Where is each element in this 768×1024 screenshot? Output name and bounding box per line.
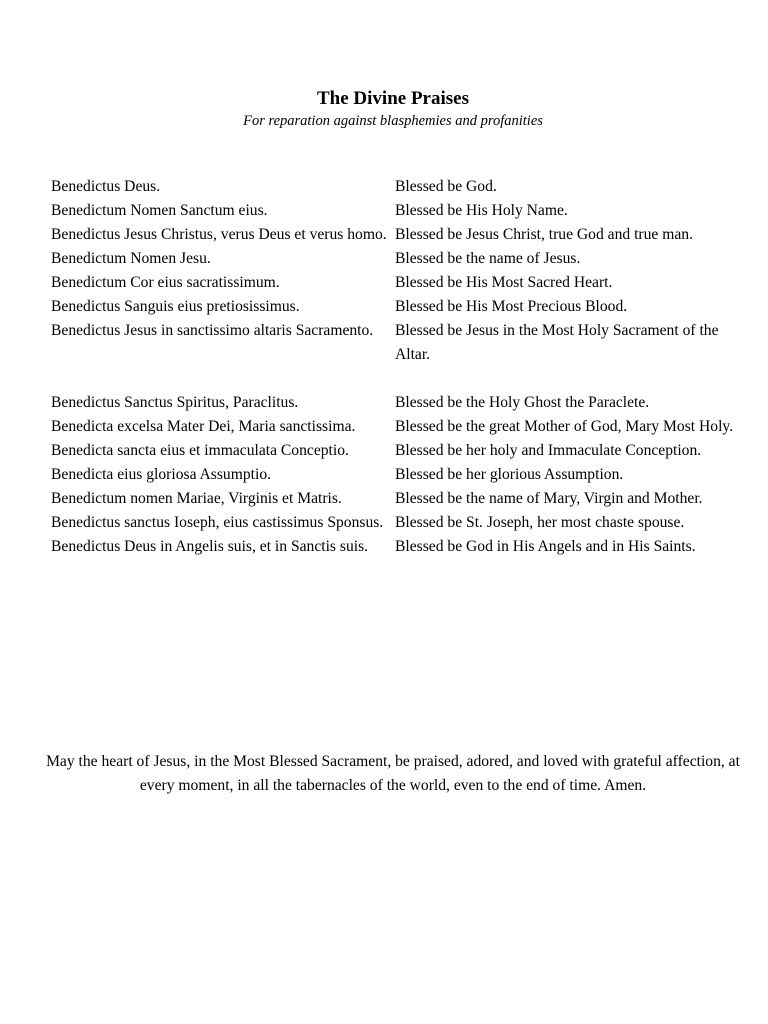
praise-english: Blessed be the Holy Ghost the Paraclete. xyxy=(395,394,650,411)
praise-row xyxy=(51,511,751,535)
praise-row xyxy=(51,271,751,295)
praises-list xyxy=(51,175,751,559)
praise-english: Blessed be Jesus in the Most Holy Sacrament of the Altar. xyxy=(395,322,719,363)
praise-latin: Benedictus Deus. xyxy=(51,178,161,195)
praise-latin: Benedictus Deus in Angelis suis, et in Sanctis suis. xyxy=(51,538,369,555)
praise-row xyxy=(51,247,751,271)
praise-english: Blessed be the great Mother of God, Mary Most Holy. xyxy=(395,418,734,435)
praise-row xyxy=(51,223,751,247)
praise-english: Blessed be her glorious Assumption. xyxy=(395,466,624,483)
closing-prayer: May the heart of Jesus, in the Most Blessed Sacrament, be praised, adored, and loved with grateful affection, at every moment, in all the tabernacles of the world, even to the end of time. Amen. xyxy=(46,753,740,794)
praise-latin: Benedictum Nomen Sanctum eius. xyxy=(51,202,268,219)
praise-latin: Benedicta eius gloriosa Assumptio. xyxy=(51,466,272,483)
praise-english: Blessed be the name of Mary, Virgin and Mother. xyxy=(395,490,703,507)
praise-latin: Benedictus Sanguis eius pretiosissimus. xyxy=(51,298,300,315)
praise-latin: Benedictus Jesus Christus, verus Deus et verus homo. xyxy=(51,226,387,243)
praise-row xyxy=(51,415,751,439)
praise-row xyxy=(51,463,751,487)
page-subtitle: For reparation against blasphemies and profanities xyxy=(243,113,543,129)
praise-english: Blessed be her holy and Immaculate Conception. xyxy=(395,442,702,459)
praise-english: Blessed be His Most Precious Blood. xyxy=(395,298,628,315)
praise-latin: Benedictus sanctus Ioseph, eius castissimus Sponsus. xyxy=(51,514,384,531)
praise-latin: Benedicta sancta eius et immaculata Conceptio. xyxy=(51,442,349,459)
praise-row xyxy=(51,295,751,319)
praise-english: Blessed be the name of Jesus. xyxy=(395,250,581,267)
praise-english: Blessed be God. xyxy=(395,178,497,195)
praise-english: Blessed be Jesus Christ, true God and true man. xyxy=(395,226,693,243)
praise-latin: Benedictum Nomen Jesu. xyxy=(51,250,211,267)
praise-english: Blessed be His Holy Name. xyxy=(395,202,568,219)
praise-latin: Benedictus Sanctus Spiritus, Paraclitus. xyxy=(51,394,299,411)
praise-latin: Benedictum nomen Mariae, Virginis et Matris. xyxy=(51,490,342,507)
praise-latin: Benedicta excelsa Mater Dei, Maria sanctissima. xyxy=(51,418,356,435)
praise-row xyxy=(51,535,751,559)
praise-row xyxy=(51,439,751,463)
praise-row xyxy=(51,199,751,223)
page-title: The Divine Praises xyxy=(317,88,469,109)
praise-row xyxy=(51,319,751,367)
praise-latin: Benedictus Jesus in sanctissimo altaris Sacramento. xyxy=(51,322,374,339)
praise-english: Blessed be God in His Angels and in His Saints. xyxy=(395,538,696,555)
praise-english: Blessed be His Most Sacred Heart. xyxy=(395,274,613,291)
praise-row xyxy=(51,487,751,511)
praise-english: Blessed be St. Joseph, her most chaste spouse. xyxy=(395,514,685,531)
praise-latin: Benedictum Cor eius sacratissimum. xyxy=(51,274,280,291)
praise-row xyxy=(51,391,751,415)
praise-row xyxy=(51,175,751,199)
